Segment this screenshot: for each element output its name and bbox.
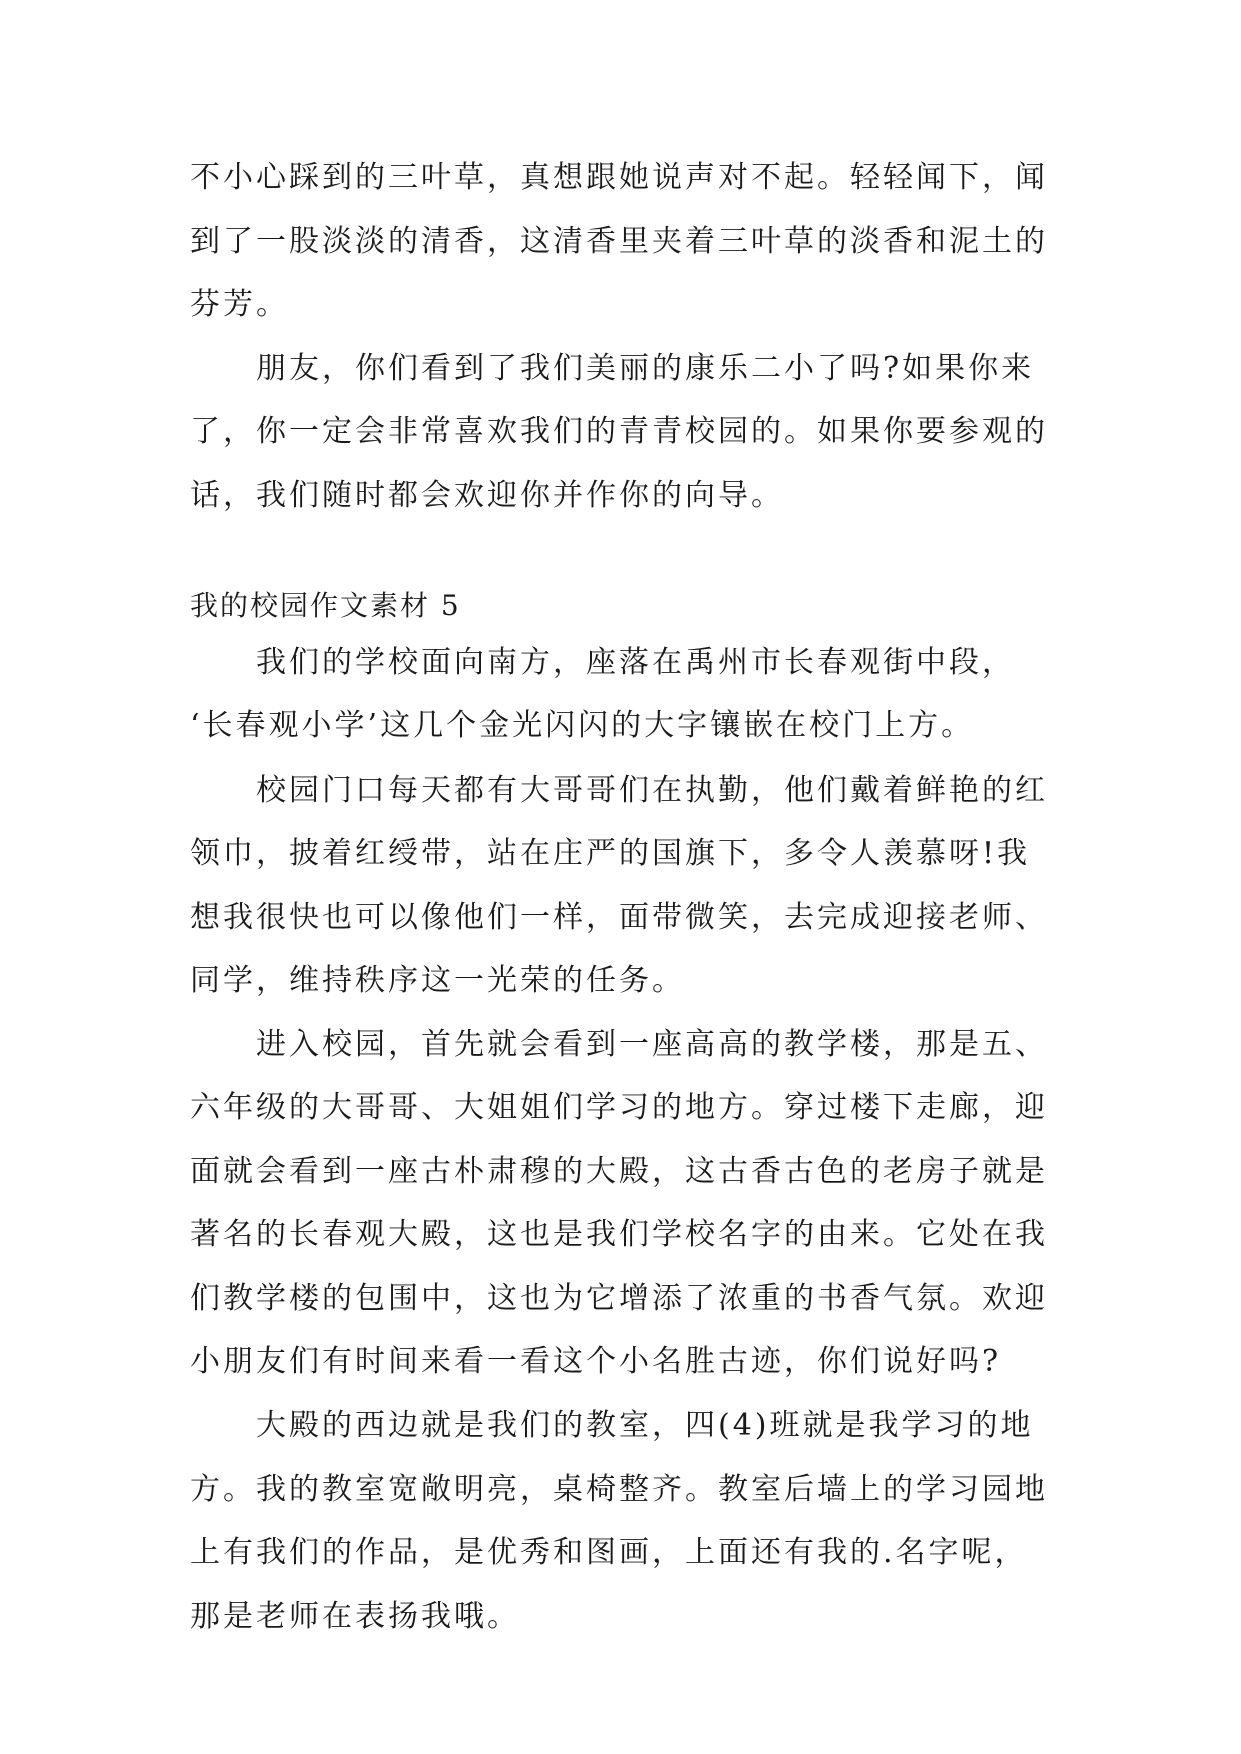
text-line: 著名的长春观大殿，这也是我们学校名字的由来。它处在我: [190, 1217, 1048, 1252]
text-line: 进入校园，首先就会看到一座高高的教学楼，那是五、: [256, 1027, 1048, 1062]
text-line: 芬芳。: [190, 287, 289, 322]
text-line: 上有我们的作品，是优秀和图画，上面还有我的.名字呢，: [190, 1535, 1028, 1570]
text-line: 大殿的西边就是我们的教室，四(4)班就是我学习的地: [256, 1408, 1034, 1443]
text-line: 我们的学校面向南方，座落在禹州市长春观街中段，: [256, 645, 1015, 680]
text-line: ‘长春观小学’这几个金光闪闪的大字镶嵌在校门上方。: [190, 708, 975, 743]
text-line: 话，我们随时都会欢迎你并作你的向导。: [190, 478, 784, 513]
text-line: 那是老师在表扬我哦。: [190, 1599, 520, 1634]
text-line: 朋友，你们看到了我们美丽的康乐二小了吗?如果你来: [256, 351, 1035, 386]
text-line: 面就会看到一座古朴肃穆的大殿，这古香古色的老房子就是: [190, 1154, 1048, 1189]
text-line: 方。我的教室宽敞明亮，桌椅整齐。教室后墙上的学习园地: [190, 1472, 1048, 1507]
text-line: 不小心踩到的三叶草，真想跟她说声对不起。轻轻闻下，闻: [190, 160, 1048, 195]
text-line: 到了一股淡淡的清香，这清香里夹着三叶草的淡香和泥土的: [190, 224, 1048, 259]
text-line: 了，你一定会非常喜欢我们的青青校园的。如果你要参观的: [190, 414, 1048, 449]
text-line: 领巾，披着红绶带，站在庄严的国旗下，多令人羡慕呀!我: [190, 836, 1031, 871]
text-line: 们教学楼的包围中，这也为它增添了浓重的书香气氛。欢迎: [190, 1281, 1048, 1316]
section-heading: 我的校园作文素材 5: [190, 589, 461, 622]
text-line: 想我很快也可以像他们一样，面带微笑，去完成迎接老师、: [190, 900, 1048, 935]
text-line: 六年级的大哥哥、大姐姐们学习的地方。穿过楼下走廊，迎: [190, 1090, 1048, 1125]
text-line: 校园门口每天都有大哥哥们在执勤，他们戴着鲜艳的红: [256, 773, 1048, 808]
text-line: 同学，维持秩序这一光荣的任务。: [190, 963, 685, 998]
text-line: 小朋友们有时间来看一看这个小名胜古迹，你们说好吗?: [190, 1344, 1002, 1379]
